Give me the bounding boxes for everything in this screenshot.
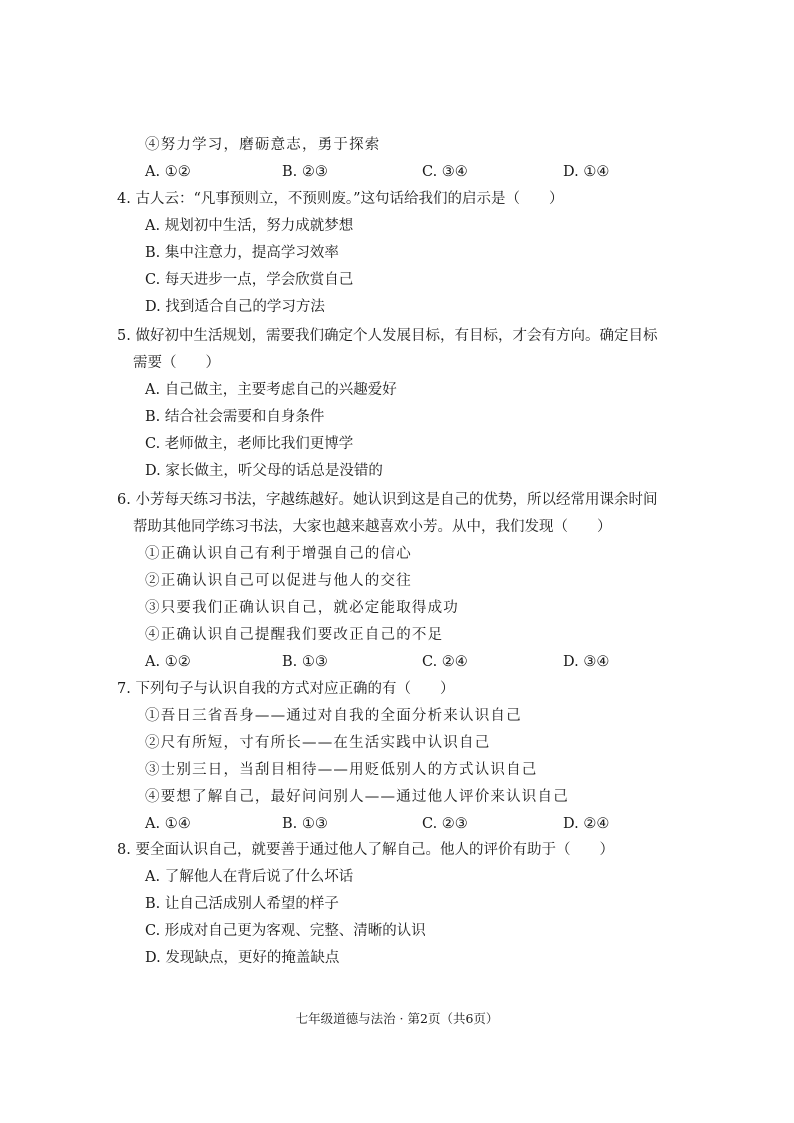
q6-option-a: A. ①②: [145, 654, 191, 670]
q4-option-c: C. 每天进步一点，学会欣赏自己: [145, 272, 354, 288]
q3-option-c: C. ③④: [422, 164, 468, 180]
q4-option-d: D. 找到适合自己的学习方法: [145, 299, 325, 315]
q8-option-c: C. 形成对自己更为客观、完整、清晰的认识: [145, 923, 426, 939]
q6-statement-3: ③只要我们正确认识自己，就必定能取得成功: [145, 600, 459, 616]
q7-option-d: D. ②④: [563, 816, 610, 832]
q7-option-b: B. ①③: [282, 816, 328, 832]
q7-statement-1: ①吾日三省吾身——通过对自我的全面分析来认识自己: [145, 708, 522, 724]
q5-stem-line2: 需要（ ）: [133, 355, 220, 371]
q4-stem: 4. 古人云：“凡事预则立，不预则废。”这句话给我们的启示是（ ）: [117, 191, 564, 207]
q3-option-d: D. ①④: [563, 164, 610, 180]
q7-options: [145, 814, 625, 834]
q6-option-d: D. ③④: [563, 654, 610, 670]
q6-options: [145, 652, 625, 672]
q6-statement-4: ④正确认识自己提醒我们要改正自己的不足: [145, 627, 444, 643]
q8-option-b: B. 让自己活成别人希望的样子: [145, 896, 339, 912]
q5-option-a: A. 自己做主，主要考虑自己的兴趣爱好: [145, 382, 397, 398]
q6-option-b: B. ①③: [282, 654, 328, 670]
q6-statement-1: ①正确认识自己有利于增强自己的信心: [145, 546, 412, 562]
q7-statement-3: ③士别三日，当刮目相待——用贬低别人的方式认识自己: [145, 762, 538, 778]
q3-option-a: A. ①②: [145, 164, 191, 180]
q5-option-d: D. 家长做主，听父母的话总是没错的: [145, 463, 383, 479]
q3-options: [145, 162, 625, 182]
q3-option-b: B. ②③: [282, 164, 328, 180]
q6-stem-line2: 帮助其他同学练习书法，大家也越来越喜欢小芳。从中，我们发现（ ）: [133, 519, 612, 535]
q8-option-a: A. 了解他人在背后说了什么坏话: [145, 869, 354, 885]
q6-statement-2: ②正确认识自己可以促进与他人的交往: [145, 573, 412, 589]
q4-option-b: B. 集中注意力，提高学习效率: [145, 245, 339, 261]
q7-option-c: C. ②③: [422, 816, 468, 832]
q4-option-a: A. 规划初中生活，努力成就梦想: [145, 218, 354, 234]
q7-stem: 7. 下列句子与认识自我的方式对应正确的有（ ）: [117, 681, 455, 697]
q5-option-b: B. 结合社会需要和自身条件: [145, 409, 325, 425]
q3-statement-4: ④努力学习，磨砺意志，勇于探索: [145, 137, 381, 153]
q5-option-c: C. 老师做主，老师比我们更博学: [145, 436, 354, 452]
q7-statement-4: ④要想了解自己，最好问问别人——通过他人评价来认识自己: [145, 789, 569, 805]
q7-option-a: A. ①④: [145, 816, 191, 832]
q5-stem-line1: 5. 做好初中生活规划，需要我们确定个人发展目标，有目标，才会有方向。确定目标: [117, 328, 658, 344]
q7-statement-2: ②尺有所短，寸有所长——在生活实践中认识自己: [145, 735, 491, 751]
q8-option-d: D. 发现缺点，更好的掩盖缺点: [145, 950, 340, 966]
q6-option-c: C. ②④: [422, 654, 468, 670]
page-footer: 七年级道德与法治 · 第2页（共6页）: [295, 1011, 499, 1026]
q6-stem-line1: 6. 小芳每天练习书法，字越练越好。她认识到这是自己的优势，所以经常用课余时间: [117, 492, 658, 508]
q8-stem: 8. 要全面认识自己，就要善于通过他人了解自己。他人的评价有助于（ ）: [117, 842, 614, 858]
